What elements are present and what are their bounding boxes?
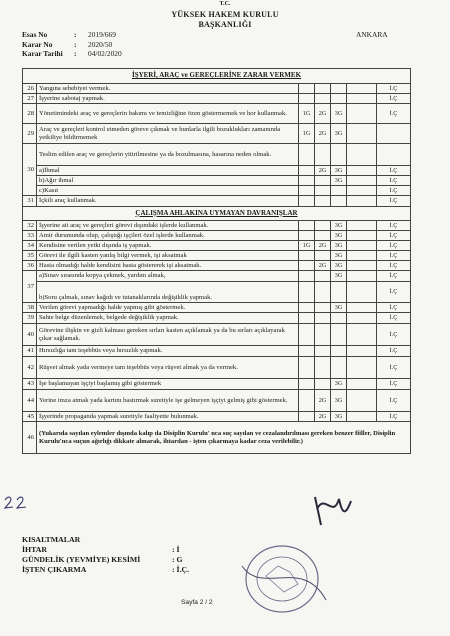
table-row: 38 Verilen görevi yapmadığı halde yapmış gibi göstermek. 3G İ.Ç	[23, 303, 411, 313]
table-row: 44 Yerine imza atmak yada kartını bastırmak suretiyle işe gelmeyen işçiyi gelmiş gibi göstermek. 2G 3G İ.Ç	[23, 390, 411, 412]
table-row: 40 Görevine ilişkin ve gizli kalması gereken sırları kasten açıklamak ya da bu sırları açıklayarak çıkar sağlamak. İ.Ç	[23, 324, 411, 346]
institution-subtitle: BAŞKANLIĞI	[198, 20, 252, 29]
section-header-row	[23, 69, 411, 84]
meta-esas-no: Esas No : 2019/669	[22, 30, 116, 39]
table-subrow: a)İhmal 2G 3G İ.Ç	[23, 166, 411, 176]
header-mark: T.C.	[219, 1, 231, 7]
abbr-gundelik: GÜNDELİK (YEVMİYE) KESİMİ : G	[22, 555, 183, 564]
table-row: 37 a)Sınav sırasında kopya çekmek, yardım almak, 3G İ.Ç	[23, 271, 411, 282]
table-row: 34 Kendisine verilen yetki dışında iş yapmak. 1G 2G 3G İ.Ç	[23, 241, 411, 251]
abbr-isten-cikarma: İŞTEN ÇIKARMA : İ.Ç.	[22, 565, 190, 574]
table-row: 42 Rüşvet almak yada vermeye tam teşebbüs veya rüşvet almak ya da vermek. İ.Ç	[23, 357, 411, 379]
table-row: 32 İşyerine ait araç ve gereçleri görevi dışındaki işlerde kullanmak. 3G İ.Ç	[23, 221, 411, 231]
signature-icon	[311, 489, 357, 531]
table-subrow: b)Ağır ihmal 3G İ.Ç	[23, 176, 411, 186]
table-row: 26 Yangına sebebiyet vermek. İ.Ç	[23, 84, 411, 94]
institution-title: YÜKSEK HAKEM KURULU	[171, 10, 279, 19]
margin-handwriting	[2, 494, 32, 512]
city-label: ANKARA	[356, 30, 388, 39]
table-row: 41 Hırsızlığa tam teşebbüs veya hırsızlık yapmak. İ.Ç	[23, 346, 411, 357]
section-header-row	[23, 207, 411, 221]
table-row: 29 Araç ve gereçleri kontrol etmeden göreve çıkmak ve bunlarla ilgili bozuklukları zamanında yetkiliye bildirmemek 1G 2G 3G	[23, 124, 411, 144]
table-row: 43 İşe başlamayan işçiyi başlamış gibi göstermek 3G İ.Ç	[23, 379, 411, 390]
meta-karar-no: Karar No : 2020/50	[22, 39, 113, 49]
section-title: ÇALIŞMA AHLAKINA UYMAYAN DAVRANIŞLAR	[23, 207, 411, 221]
handwritten-number-icon	[2, 494, 32, 512]
table-subrow: c)Kasıt İ.Ç	[23, 186, 411, 196]
table-row: 39 Sahte belge düzenlemek, belgede değişiklik yapmak. İ.Ç	[23, 313, 411, 324]
page-number: Sayfa 2 / 2	[181, 599, 213, 606]
abbr-ihtar: İHTAR : İ	[22, 545, 180, 554]
penalty-table	[22, 68, 411, 454]
table-row: 33 Amir durumunda olup, çalıştığı işçileri özel işlerde kullanmak. 3G İ.Ç	[23, 231, 411, 241]
table-row: 31 İçkili araç kullanmak. İ.Ç	[23, 196, 411, 207]
meta-karar-tarihi: Karar Tarihi : 04/02/2020	[22, 49, 122, 59]
table-subrow: b)Soru çalmak, sınav kağıdı ve tutanaklarında değişiklik yapmak. İ.Ç	[23, 282, 411, 303]
table-row: 46 (Yukarıda sayılan eylemler dışında kalıp da Disiplin Kurulu' nca suç sayılan ve cezalandırılması gereken benzer fiiller, Disiplin Kurulu'nca suçun ağırlığı dikkate alınarak, ihtardan - işten çıkarmaya kadar ceza verilebilir.)	[23, 422, 411, 454]
section-title: İŞYERİ, ARAÇ ve GEREÇLERİNE ZARAR VERMEK	[23, 69, 411, 84]
table-row: 35 Görevi ile ilgili kasten yanlış bilgi vermek, işi aksatmak 3G İ.Ç	[23, 251, 411, 261]
abbreviations	[22, 535, 189, 575]
abbreviations-title: KISALTMALAR	[22, 535, 81, 544]
official-seal-icon	[222, 536, 342, 622]
table-row: 36 Hasta olmadığı halde kendisini hasta göstererek işi aksatmak. 2G 3G İ.Ç	[23, 261, 411, 271]
table-row: 45 İşyerinde propaganda yapmak suretiyle faaliyette bulunmak. 2G 3G İ.Ç	[23, 412, 411, 422]
table-row: 30 Teslim edilen araç ve gereçlerin yitirilmesine ya da bozulmasına, hasarına neden olmak.	[23, 144, 411, 166]
table-row: 28 Yönetimindeki araç ve gereçlerin bakımı ve temizliğine özen göstermemek ve hor kullanmak. 1G 2G 3G İ.Ç	[23, 104, 411, 124]
table-row: 27 İşyerine sabotaj yapmak. İ.Ç	[23, 94, 411, 104]
case-meta	[22, 30, 122, 59]
